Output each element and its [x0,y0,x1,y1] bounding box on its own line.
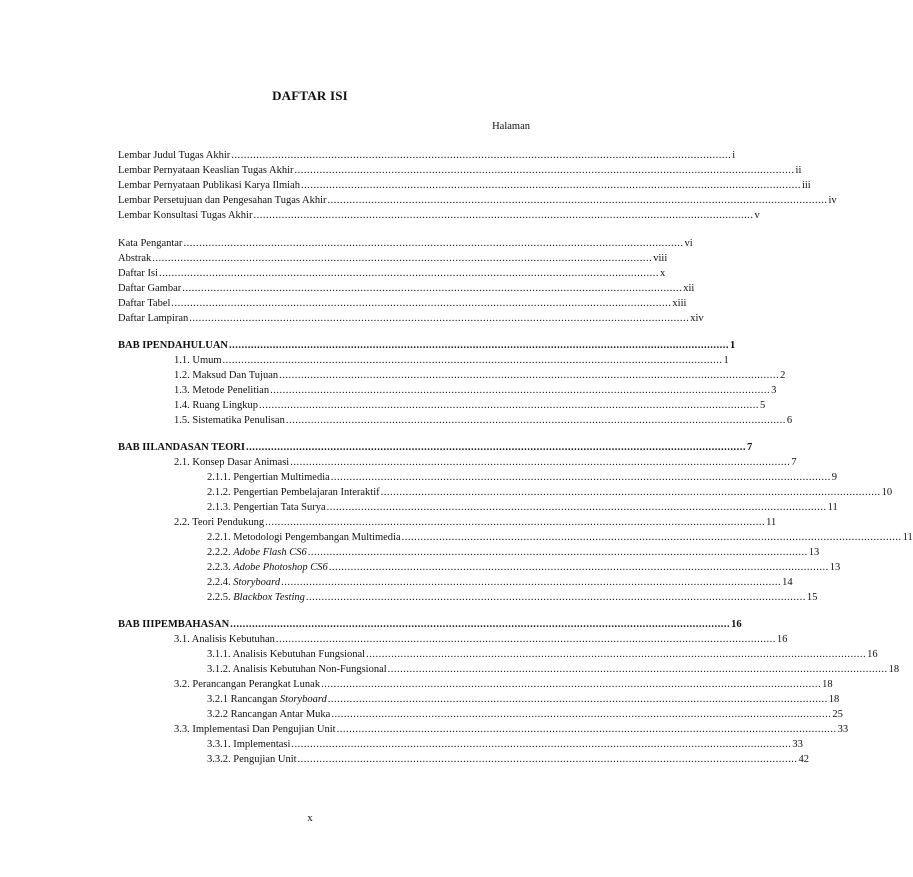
toc-entry: Lembar Pernyataan Keaslian Tugas Akhir ................................................................................................................................................................ ii [118,165,802,176]
toc-entry: 1.3. Metode Penelitian ................................................................................................................................................................ 3 [174,385,777,396]
toc-entry: 2.2.4. Storyboard ................................................................................................................................................................ 14 [207,577,793,588]
toc-chapter-heading: BAB I PENDAHULUAN ................................................................................................................................................................ 1 [118,340,736,351]
toc-entry: Lembar Persetujuan dan Pengesahan Tugas Akhir ................................................................................................................................................................ iv [118,195,837,206]
toc-chapter-heading: BAB II LANDASAN TEORI ................................................................................................................................................................ 7 [118,442,753,453]
toc-entry: Daftar Isi ................................................................................................................................................................ x [118,268,666,279]
toc-entry: 3.2.1 Rancangan Storyboard ................................................................................................................................................................ 18 [207,694,840,705]
toc-entry: 2.2.3. Adobe Photoshop CS6 ................................................................................................................................................................ 13 [207,562,841,573]
page-number: x [307,813,313,824]
toc-entry: 3.2. Perancangan Perangkat Lunak ................................................................................................................................................................ 18 [174,679,833,690]
toc-entry: Daftar Gambar ................................................................................................................................................................ xii [118,283,695,294]
toc-entry: 3.3. Implementasi Dan Pengujian Unit ................................................................................................................................................................ 33 [174,724,849,735]
toc-entry: 2.1.2. Pengertian Pembelajaran Interaktif ................................................................................................................................................................ 10 [207,487,893,498]
toc-entry: 3.1.2. Analisis Kebutuhan Non-Fungsional ................................................................................................................................................................ 18 [207,664,900,675]
toc-entry: 2.2. Teori Pendukung ................................................................................................................................................................ 11 [174,517,777,528]
toc-entry: Daftar Tabel ................................................................................................................................................................ xiii [118,298,687,309]
toc-entry: Lembar Pernyataan Publikasi Karya Ilmiah ................................................................................................................................................................ iii [118,180,811,191]
toc-entry: 3.1. Analisis Kebutuhan ................................................................................................................................................................ 16 [174,634,788,645]
toc-entry: 3.3.1. Implementasi ................................................................................................................................................................ 33 [207,739,803,750]
halaman-label: Halaman [492,121,530,132]
toc-entry: 3.2.2 Rancangan Antar Muka ................................................................................................................................................................ 25 [207,709,843,720]
toc-entry: 1.1. Umum ................................................................................................................................................................ 1 [174,355,729,366]
toc-entry: 2.2.2. Adobe Flash CS6 ................................................................................................................................................................ 13 [207,547,820,558]
toc-entry: 3.3.2. Pengujian Unit ................................................................................................................................................................ 42 [207,754,810,765]
toc-entry: 1.5. Sistematika Penulisan ................................................................................................................................................................ 6 [174,415,793,426]
toc-entry: Lembar Judul Tugas Akhir ................................................................................................................................................................ i [118,150,736,161]
page-title: DAFTAR ISI [272,88,348,103]
toc-entry: 1.4. Ruang Lingkup ................................................................................................................................................................ 5 [174,400,766,411]
toc-entry: 2.1.1. Pengertian Multimedia ................................................................................................................................................................ 9 [207,472,838,483]
toc-chapter-heading: BAB III PEMBAHASAN ................................................................................................................................................................ 16 [118,619,742,630]
toc-entry: Kata Pengantar ................................................................................................................................................................ vi [118,238,693,249]
toc-entry: Daftar Lampiran ................................................................................................................................................................ xiv [118,313,704,324]
toc-entry: 2.1.3. Pengertian Tata Surya ................................................................................................................................................................ 11 [207,502,838,513]
toc-entry: 2.2.5. Blackbox Testing ................................................................................................................................................................ 15 [207,592,818,603]
toc-entry: 3.1.1. Analisis Kebutuhan Fungsional ................................................................................................................................................................ 16 [207,649,878,660]
toc-entry: 2.2.1. Metodologi Pengembangan Multimedia ................................................................................................................................................................ 11 [207,532,913,543]
toc-entry: Lembar Konsultasi Tugas Akhir ................................................................................................................................................................ v [118,210,760,221]
toc-entry: Abstrak ................................................................................................................................................................ viii [118,253,668,264]
toc-entry: 1.2. Maksud Dan Tujuan ................................................................................................................................................................ 2 [174,370,786,381]
toc-entry: 2.1. Konsep Dasar Animasi ................................................................................................................................................................ 7 [174,457,797,468]
